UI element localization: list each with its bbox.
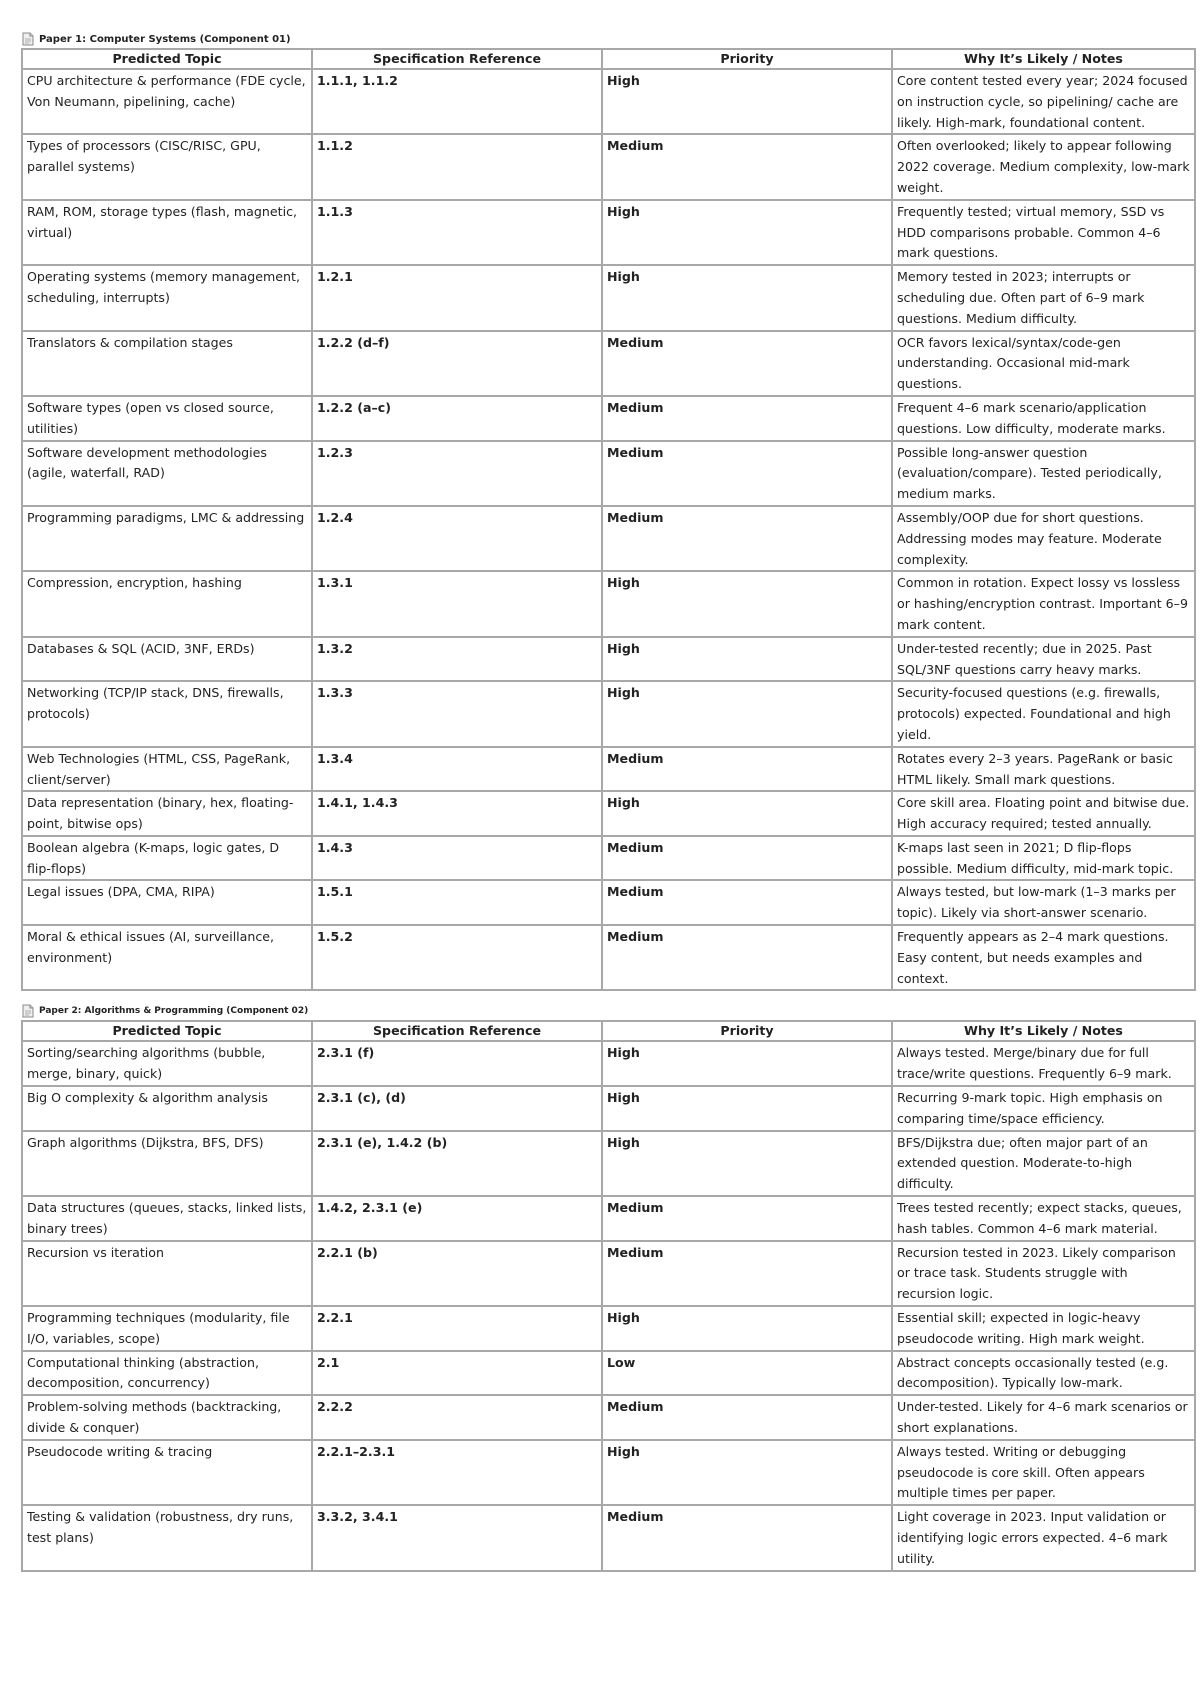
spec-ref-cell: 1.2.2 (a–c) xyxy=(312,396,602,441)
notes-cell: Often overlooked; likely to appear following 2022 coverage. Medium complexity, low-mark weight. xyxy=(892,134,1195,199)
notes-cell: Security-focused questions (e.g. firewalls, protocols) expected. Foundational and high yield. xyxy=(892,681,1195,746)
table-row xyxy=(22,69,1195,134)
table-row xyxy=(22,1131,1195,1196)
priority-cell: High xyxy=(602,571,892,636)
column-header-spec-ref: Specification Reference xyxy=(312,1021,602,1041)
paper1-table xyxy=(21,48,1196,991)
table-row xyxy=(22,331,1195,396)
notes-cell: Light coverage in 2023. Input validation or identifying logic errors expected. 4–6 mark utility. xyxy=(892,1505,1195,1570)
priority-cell: Medium xyxy=(602,396,892,441)
topic-cell: Sorting/searching algorithms (bubble, merge, binary, quick) xyxy=(22,1041,312,1086)
notes-cell: Core content tested every year; 2024 focused on instruction cycle, so pipelining/ cache are likely. High-mark, foundational content. xyxy=(892,69,1195,134)
table-header-row xyxy=(22,1021,1195,1041)
spec-ref-cell: 3.3.2, 3.4.1 xyxy=(312,1505,602,1570)
topic-cell: Testing & validation (robustness, dry runs, test plans) xyxy=(22,1505,312,1570)
notes-cell: Always tested. Writing or debugging pseudocode is core skill. Often appears multiple times per paper. xyxy=(892,1440,1195,1505)
paper1-table-body xyxy=(22,69,1195,990)
column-header-topic: Predicted Topic xyxy=(22,1021,312,1041)
topic-cell: Boolean algebra (K-maps, logic gates, D flip-flops) xyxy=(22,836,312,881)
topic-cell: Compression, encryption, hashing xyxy=(22,571,312,636)
column-header-spec-ref: Specification Reference xyxy=(312,49,602,69)
paper1-title: Paper 1: Computer Systems (Component 01) xyxy=(39,33,291,45)
table-row xyxy=(22,1086,1195,1131)
spec-ref-cell: 2.2.2 xyxy=(312,1395,602,1440)
spec-ref-cell: 2.2.1 (b) xyxy=(312,1241,602,1306)
topic-cell: Big O complexity & algorithm analysis xyxy=(22,1086,312,1131)
topic-cell: Programming paradigms, LMC & addressing xyxy=(22,506,312,571)
topic-cell: Web Technologies (HTML, CSS, PageRank, client/server) xyxy=(22,747,312,792)
topic-cell: Networking (TCP/IP stack, DNS, firewalls, protocols) xyxy=(22,681,312,746)
spec-ref-cell: 1.2.2 (d–f) xyxy=(312,331,602,396)
priority-cell: High xyxy=(602,69,892,134)
table-row xyxy=(22,637,1195,682)
column-header-priority: Priority xyxy=(602,1021,892,1041)
table-row xyxy=(22,836,1195,881)
table-row xyxy=(22,880,1195,925)
table-row xyxy=(22,681,1195,746)
notes-cell: Always tested. Merge/binary due for full trace/write questions. Frequently 6–9 mark. xyxy=(892,1041,1195,1086)
topic-cell: Moral & ethical issues (AI, surveillance, environment) xyxy=(22,925,312,990)
table-row xyxy=(22,1306,1195,1351)
topic-cell: Problem-solving methods (backtracking, divide & conquer) xyxy=(22,1395,312,1440)
notes-cell: Possible long-answer question (evaluation/compare). Tested periodically, medium marks. xyxy=(892,441,1195,506)
notes-cell: Essential skill; expected in logic-heavy pseudocode writing. High mark weight. xyxy=(892,1306,1195,1351)
topic-cell: Recursion vs iteration xyxy=(22,1241,312,1306)
notes-cell: Common in rotation. Expect lossy vs lossless or hashing/encryption contrast. Important 6–9 mark content. xyxy=(892,571,1195,636)
notes-cell: Trees tested recently; expect stacks, queues, hash tables. Common 4–6 mark material. xyxy=(892,1196,1195,1241)
spec-ref-cell: 1.4.2, 2.3.1 (e) xyxy=(312,1196,602,1241)
priority-cell: Medium xyxy=(602,1241,892,1306)
spec-ref-cell: 2.2.1 xyxy=(312,1306,602,1351)
spec-ref-cell: 1.1.3 xyxy=(312,200,602,265)
topic-cell: RAM, ROM, storage types (flash, magnetic, virtual) xyxy=(22,200,312,265)
topic-cell: Graph algorithms (Dijkstra, BFS, DFS) xyxy=(22,1131,312,1196)
spec-ref-cell: 1.3.3 xyxy=(312,681,602,746)
table-row xyxy=(22,441,1195,506)
notes-cell: Core skill area. Floating point and bitwise due. High accuracy required; tested annually. xyxy=(892,791,1195,836)
spec-ref-cell: 1.2.4 xyxy=(312,506,602,571)
table-row xyxy=(22,791,1195,836)
topic-cell: Databases & SQL (ACID, 3NF, ERDs) xyxy=(22,637,312,682)
notes-cell: Under-tested recently; due in 2025. Past SQL/3NF questions carry heavy marks. xyxy=(892,637,1195,682)
notes-cell: OCR favors lexical/syntax/code-gen understanding. Occasional mid-mark questions. xyxy=(892,331,1195,396)
table-row xyxy=(22,200,1195,265)
table-row xyxy=(22,506,1195,571)
spec-ref-cell: 2.3.1 (c), (d) xyxy=(312,1086,602,1131)
topic-cell: Software types (open vs closed source, utilities) xyxy=(22,396,312,441)
table-row xyxy=(22,1505,1195,1570)
priority-cell: Medium xyxy=(602,441,892,506)
notes-cell: Under-tested. Likely for 4–6 mark scenarios or short explanations. xyxy=(892,1395,1195,1440)
table-row xyxy=(22,571,1195,636)
paper2-title: Paper 2: Algorithms & Programming (Component 02) xyxy=(39,1006,309,1017)
spec-ref-cell: 2.2.1–2.3.1 xyxy=(312,1440,602,1505)
topic-cell: Legal issues (DPA, CMA, RIPA) xyxy=(22,880,312,925)
spec-ref-cell: 1.3.4 xyxy=(312,747,602,792)
topic-cell: Pseudocode writing & tracing xyxy=(22,1440,312,1505)
topic-cell: Translators & compilation stages xyxy=(22,331,312,396)
table-header-row xyxy=(22,49,1195,69)
notes-cell: Frequent 4–6 mark scenario/application questions. Low difficulty, moderate marks. xyxy=(892,396,1195,441)
topic-cell: Programming techniques (modularity, file I/O, variables, scope) xyxy=(22,1306,312,1351)
priority-cell: Medium xyxy=(602,880,892,925)
notes-cell: Abstract concepts occasionally tested (e.g. decomposition). Typically low-mark. xyxy=(892,1351,1195,1396)
document-icon xyxy=(21,1004,35,1018)
priority-cell: High xyxy=(602,1306,892,1351)
spec-ref-cell: 2.3.1 (f) xyxy=(312,1041,602,1086)
table-row xyxy=(22,747,1195,792)
column-header-notes: Why It’s Likely / Notes xyxy=(892,1021,1195,1041)
priority-cell: Low xyxy=(602,1351,892,1396)
spec-ref-cell: 2.3.1 (e), 1.4.2 (b) xyxy=(312,1131,602,1196)
spec-ref-cell: 1.5.1 xyxy=(312,880,602,925)
table-row xyxy=(22,1196,1195,1241)
priority-cell: High xyxy=(602,1041,892,1086)
column-header-topic: Predicted Topic xyxy=(22,49,312,69)
notes-cell: Always tested, but low-mark (1–3 marks per topic). Likely via short-answer scenario. xyxy=(892,880,1195,925)
topic-cell: Data structures (queues, stacks, linked lists, binary trees) xyxy=(22,1196,312,1241)
priority-cell: High xyxy=(602,637,892,682)
spec-ref-cell: 1.3.2 xyxy=(312,637,602,682)
topic-cell: Computational thinking (abstraction, decomposition, concurrency) xyxy=(22,1351,312,1396)
notes-cell: Frequently appears as 2–4 mark questions. Easy content, but needs examples and context. xyxy=(892,925,1195,990)
topic-cell: Operating systems (memory management, scheduling, interrupts) xyxy=(22,265,312,330)
paper2-heading xyxy=(21,1002,1194,1020)
spec-ref-cell: 1.1.1, 1.1.2 xyxy=(312,69,602,134)
spec-ref-cell: 1.5.2 xyxy=(312,925,602,990)
notes-cell: Assembly/OOP due for short questions. Addressing modes may feature. Moderate complexity. xyxy=(892,506,1195,571)
priority-cell: Medium xyxy=(602,331,892,396)
paper1-heading xyxy=(21,30,1194,48)
paper2-table xyxy=(21,1020,1196,1571)
notes-cell: Recursion tested in 2023. Likely comparison or trace task. Students struggle with recursion logic. xyxy=(892,1241,1195,1306)
document-icon xyxy=(21,32,35,46)
table-row xyxy=(22,396,1195,441)
paper2-table-body xyxy=(22,1041,1195,1570)
column-header-notes: Why It’s Likely / Notes xyxy=(892,49,1195,69)
notes-cell: Memory tested in 2023; interrupts or scheduling due. Often part of 6–9 mark questions. Medium difficulty. xyxy=(892,265,1195,330)
spec-ref-cell: 1.4.3 xyxy=(312,836,602,881)
column-header-priority: Priority xyxy=(602,49,892,69)
table-row xyxy=(22,1241,1195,1306)
priority-cell: Medium xyxy=(602,1395,892,1440)
notes-cell: Rotates every 2–3 years. PageRank or basic HTML likely. Small mark questions. xyxy=(892,747,1195,792)
priority-cell: High xyxy=(602,265,892,330)
notes-cell: Recurring 9-mark topic. High emphasis on comparing time/space efficiency. xyxy=(892,1086,1195,1131)
table-row xyxy=(22,1351,1195,1396)
priority-cell: Medium xyxy=(602,506,892,571)
topic-cell: Software development methodologies (agile, waterfall, RAD) xyxy=(22,441,312,506)
notes-cell: Frequently tested; virtual memory, SSD vs HDD comparisons probable. Common 4–6 mark questions. xyxy=(892,200,1195,265)
document-page xyxy=(21,30,1194,1572)
table-row xyxy=(22,265,1195,330)
table-row xyxy=(22,1440,1195,1505)
priority-cell: Medium xyxy=(602,134,892,199)
priority-cell: High xyxy=(602,200,892,265)
table-row xyxy=(22,1395,1195,1440)
spec-ref-cell: 1.4.1, 1.4.3 xyxy=(312,791,602,836)
topic-cell: Types of processors (CISC/RISC, GPU, parallel systems) xyxy=(22,134,312,199)
priority-cell: High xyxy=(602,1131,892,1196)
table-row xyxy=(22,925,1195,990)
priority-cell: Medium xyxy=(602,836,892,881)
spec-ref-cell: 1.2.3 xyxy=(312,441,602,506)
notes-cell: K-maps last seen in 2021; D flip-flops possible. Medium difficulty, mid-mark topic. xyxy=(892,836,1195,881)
spec-ref-cell: 1.1.2 xyxy=(312,134,602,199)
priority-cell: High xyxy=(602,791,892,836)
notes-cell: BFS/Dijkstra due; often major part of an extended question. Moderate-to-high difficulty. xyxy=(892,1131,1195,1196)
topic-cell: CPU architecture & performance (FDE cycle, Von Neumann, pipelining, cache) xyxy=(22,69,312,134)
priority-cell: Medium xyxy=(602,925,892,990)
table-row xyxy=(22,1041,1195,1086)
priority-cell: Medium xyxy=(602,1505,892,1570)
spec-ref-cell: 2.1 xyxy=(312,1351,602,1396)
spec-ref-cell: 1.2.1 xyxy=(312,265,602,330)
topic-cell: Data representation (binary, hex, floating-point, bitwise ops) xyxy=(22,791,312,836)
spec-ref-cell: 1.3.1 xyxy=(312,571,602,636)
priority-cell: High xyxy=(602,681,892,746)
priority-cell: Medium xyxy=(602,1196,892,1241)
priority-cell: Medium xyxy=(602,747,892,792)
priority-cell: High xyxy=(602,1440,892,1505)
priority-cell: High xyxy=(602,1086,892,1131)
table-row xyxy=(22,134,1195,199)
